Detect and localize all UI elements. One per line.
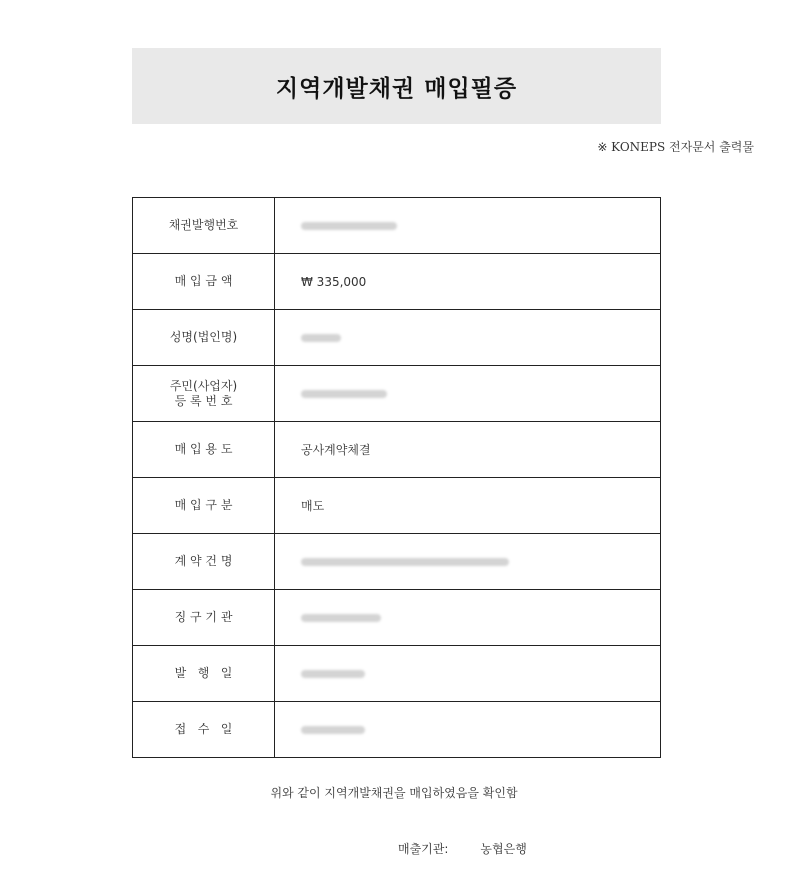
purchase-type-value: 매도: [275, 478, 661, 534]
redacted-value: [301, 222, 397, 230]
issuer-name: 농협은행: [480, 842, 527, 856]
redacted-value: [301, 334, 341, 342]
issue-date-value: [275, 646, 661, 702]
table-row: [133, 590, 661, 646]
confirmation-text: 위와 같이 지역개발채권을 매입하였음을 확인함: [270, 786, 518, 800]
table-row: [133, 198, 661, 254]
issuer-label: 매출기관:: [398, 842, 449, 856]
name-label: 성명(법인명): [133, 310, 275, 366]
issuer-line: [398, 840, 527, 857]
registration-number-value: [275, 366, 661, 422]
contract-name-value: [275, 534, 661, 590]
koneps-note: ※ KONEPS 전자문서 출력물: [597, 140, 754, 154]
table-row: [133, 310, 661, 366]
table-row: [133, 646, 661, 702]
amount-label: 매 입 금 액: [133, 254, 275, 310]
redacted-value: [301, 558, 509, 566]
amount-value: ₩ 335,000: [275, 254, 661, 310]
receipt-date-value: [275, 702, 661, 758]
collecting-agency-value: [275, 590, 661, 646]
collecting-agency-label: 징 구 기 관: [133, 590, 275, 646]
table-row: [133, 702, 661, 758]
document-title: 지역개발채권 매입필증: [275, 75, 518, 102]
redacted-value: [301, 614, 381, 622]
table-row: [133, 254, 661, 310]
purchase-type-label: 매 입 구 분: [133, 478, 275, 534]
table-row: [133, 478, 661, 534]
bond-number-value: [275, 198, 661, 254]
purpose-value: 공사계약체결: [275, 422, 661, 478]
registration-label-line2: 등 록 번 호: [174, 393, 233, 408]
table-row: [133, 422, 661, 478]
contract-name-label: 계 약 건 명: [133, 534, 275, 590]
table-row: [133, 366, 661, 422]
registration-label-line1: 주민(사업자): [169, 378, 238, 393]
redacted-value: [301, 726, 365, 734]
purpose-label: 매 입 용 도: [133, 422, 275, 478]
redacted-value: [301, 390, 387, 398]
purchase-info-table: [132, 197, 661, 758]
name-value: [275, 310, 661, 366]
title-banner: [132, 48, 661, 124]
bond-number-label: 채권발행번호: [133, 198, 275, 254]
redacted-value: [301, 670, 365, 678]
receipt-date-label: 접 수 일: [133, 702, 275, 758]
issue-date-label: 발 행 일: [133, 646, 275, 702]
registration-number-label: [133, 366, 275, 422]
table-row: [133, 534, 661, 590]
